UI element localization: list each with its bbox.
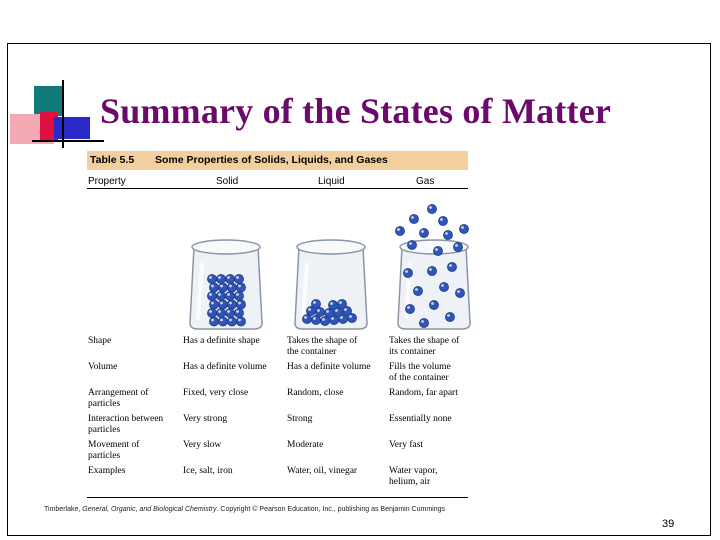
particle-highlight <box>330 302 333 305</box>
particle-highlight <box>421 320 424 323</box>
column-header-liquid: Liquid <box>318 176 345 187</box>
particle-highlight <box>411 216 414 219</box>
particle <box>453 242 462 251</box>
particle-highlight <box>447 314 450 317</box>
cell-liquid-shape: Takes the shape of the container <box>287 336 358 357</box>
particle <box>227 317 236 326</box>
table-caption-bar <box>87 151 468 170</box>
particle-highlight <box>227 276 230 279</box>
particle <box>455 288 464 297</box>
particle-highlight <box>236 276 239 279</box>
cell-solid-examples: Ice, salt, iron <box>183 466 233 476</box>
particle-highlight <box>218 293 221 296</box>
particle-highlight <box>211 302 214 305</box>
particle <box>218 283 227 292</box>
particle-highlight <box>220 285 223 288</box>
particle <box>443 230 452 239</box>
cell-property-shape: Shape <box>88 336 112 346</box>
particle <box>225 291 234 300</box>
particle <box>236 317 245 326</box>
cell-liquid-volume: Has a definite volume <box>287 362 371 372</box>
particle-highlight <box>220 302 223 305</box>
cell-solid-shape: Has a definite shape <box>183 336 260 346</box>
footer-rest: . Copyright © Pearson Education, Inc., publishing as Benjamin Cummings <box>216 506 445 513</box>
particle <box>459 224 468 233</box>
particle <box>216 308 225 317</box>
particle-highlight <box>218 276 221 279</box>
particle <box>227 283 236 292</box>
cell-property-movement: Movement of particles <box>88 440 140 461</box>
cell-gas-shape: Takes the shape of its container <box>389 336 460 357</box>
particle-highlight <box>227 293 230 296</box>
cell-property-volume: Volume <box>88 362 118 372</box>
particle-highlight <box>455 244 458 247</box>
particle-highlight <box>421 230 424 233</box>
particle-highlight <box>407 306 410 309</box>
cell-liquid-movement: Moderate <box>287 440 324 450</box>
particle-highlight <box>435 248 438 251</box>
particle <box>427 266 436 275</box>
particle-highlight <box>229 285 232 288</box>
column-header-gas: Gas <box>416 176 435 187</box>
cell-property-arrangement: Arrangement of particles <box>88 388 149 409</box>
cell-property-examples: Examples <box>88 466 126 476</box>
cell-solid-interaction: Very strong <box>183 414 228 424</box>
cell-liquid-interaction: Strong <box>287 414 313 424</box>
particle-highlight <box>211 285 214 288</box>
particle <box>234 274 243 283</box>
particle <box>225 308 234 317</box>
particle <box>227 300 236 309</box>
particle-highlight <box>440 218 443 221</box>
particle-highlight <box>415 288 418 291</box>
particle-highlight <box>209 276 212 279</box>
particle-highlight <box>339 301 342 304</box>
particle-highlight <box>431 302 434 305</box>
cell-gas-movement: Very fast <box>389 440 424 450</box>
particle <box>407 240 416 249</box>
particle <box>433 246 442 255</box>
particle-highlight <box>229 319 232 322</box>
particle-highlight <box>304 316 307 319</box>
page-number: 39 <box>662 518 675 530</box>
particle-highlight <box>238 285 241 288</box>
cell-property-interaction: Interaction between particles <box>88 414 164 435</box>
table-header-rule <box>87 188 468 189</box>
particle <box>405 304 414 313</box>
particle-highlight <box>457 290 460 293</box>
cell-solid-arrangement: Fixed, very close <box>183 388 249 398</box>
footer-author: Timberlake, <box>44 506 81 513</box>
particle <box>311 299 320 308</box>
particle-highlight <box>220 319 223 322</box>
particle <box>445 312 454 321</box>
particle-highlight <box>209 293 212 296</box>
particle-highlight <box>308 308 311 311</box>
particle <box>236 300 245 309</box>
particle-highlight <box>429 206 432 209</box>
particle <box>209 300 218 309</box>
particle <box>218 317 227 326</box>
particle <box>419 228 428 237</box>
particle-highlight <box>397 228 400 231</box>
particle-highlight <box>238 302 241 305</box>
particle-highlight <box>236 293 239 296</box>
particle-highlight <box>349 315 352 318</box>
particle-highlight <box>344 308 347 311</box>
cell-solid-volume: Has a definite volume <box>183 362 267 372</box>
particle-highlight <box>322 318 325 321</box>
table-bottom-rule <box>87 497 468 498</box>
cell-liquid-arrangement: Random, close <box>287 388 344 398</box>
particle-highlight <box>429 268 432 271</box>
particle <box>216 291 225 300</box>
particle-highlight <box>317 309 320 312</box>
particle <box>225 274 234 283</box>
particle-highlight <box>340 316 343 319</box>
cell-gas-examples: Water vapor, helium, air <box>389 466 438 487</box>
particle-highlight <box>331 317 334 320</box>
particle-highlight <box>211 319 214 322</box>
particle-highlight <box>405 270 408 273</box>
particle <box>409 214 418 223</box>
particle <box>234 308 243 317</box>
copyright-footer <box>44 506 445 513</box>
particle <box>419 318 428 327</box>
particle-highlight <box>209 310 212 313</box>
particle <box>337 299 346 308</box>
cell-gas-arrangement: Random, far apart <box>389 388 458 398</box>
cell-solid-movement: Very slow <box>183 440 222 450</box>
particle-highlight <box>236 310 239 313</box>
table-caption: Some Properties of Solids, Liquids, and Gases <box>155 154 388 166</box>
particle <box>234 291 243 300</box>
particle <box>328 300 337 309</box>
particle <box>413 286 422 295</box>
column-header-property: Property <box>88 176 126 187</box>
beaker-solid-icon <box>180 233 272 333</box>
particle-highlight <box>313 301 316 304</box>
particle-highlight <box>218 310 221 313</box>
particle-highlight <box>445 232 448 235</box>
particle-highlight <box>449 264 452 267</box>
particle <box>403 268 412 277</box>
particle <box>207 308 216 317</box>
particle-highlight <box>335 309 338 312</box>
particle-highlight <box>441 284 444 287</box>
cell-gas-interaction: Essentially none <box>389 414 452 424</box>
particle-highlight <box>326 310 329 313</box>
particle <box>207 291 216 300</box>
particle <box>429 300 438 309</box>
particle <box>427 204 436 213</box>
particle <box>447 262 456 271</box>
beaker-liquid-icon <box>285 233 377 333</box>
footer-book: General, Organic, and Biological Chemistry <box>82 506 217 513</box>
cell-liquid-examples: Water, oil, vinegar <box>287 466 358 476</box>
table-number: Table 5.5 <box>90 154 135 166</box>
particle <box>438 216 447 225</box>
particle-highlight <box>313 317 316 320</box>
particle-highlight <box>461 226 464 229</box>
particle-highlight <box>238 319 241 322</box>
particle <box>439 282 448 291</box>
particle <box>216 274 225 283</box>
cell-gas-volume: Fills the volume of the container <box>389 362 451 383</box>
beaker-gas-icon <box>388 233 480 333</box>
particle-highlight <box>229 302 232 305</box>
column-header-solid: Solid <box>216 176 239 187</box>
particle <box>209 317 218 326</box>
particle <box>209 283 218 292</box>
particle-highlight <box>227 310 230 313</box>
particle <box>395 226 404 235</box>
particle <box>207 274 216 283</box>
slide-title: Summary of the States of Matter <box>100 91 612 131</box>
particle <box>218 300 227 309</box>
particle-highlight <box>409 242 412 245</box>
particle <box>236 283 245 292</box>
